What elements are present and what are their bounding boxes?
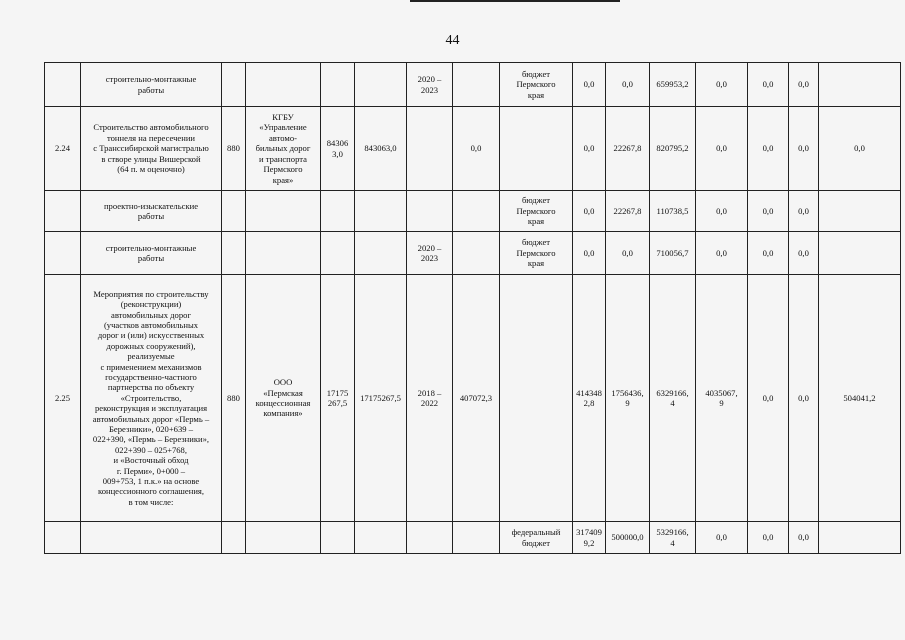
cell-year-4: 0,0 bbox=[696, 63, 748, 107]
cell-year-4: 0,0 bbox=[696, 107, 748, 191]
cell-organization bbox=[246, 232, 321, 275]
cell-organization: ООО «Пермская концессионная компания» bbox=[246, 275, 321, 522]
cell-value-2 bbox=[355, 63, 407, 107]
cell-year-6: 0,0 bbox=[789, 63, 819, 107]
cell-year-7 bbox=[819, 232, 901, 275]
cell-year-6: 0,0 bbox=[789, 522, 819, 554]
cell-funding-source: бюджет Пермского края bbox=[500, 232, 573, 275]
cell-year-3: 659953,2 bbox=[650, 63, 696, 107]
cell-organization: КГБУ «Управление автомо- бильных дорог и транспорта Пермского края» bbox=[246, 107, 321, 191]
cell-year-1: 414348 2,8 bbox=[573, 275, 606, 522]
table-row bbox=[45, 191, 901, 232]
cell-year-1: 0,0 bbox=[573, 232, 606, 275]
cell-year-3: 710056,7 bbox=[650, 232, 696, 275]
cell-year-2: 1756436, 9 bbox=[606, 275, 650, 522]
cell-funding-source bbox=[500, 107, 573, 191]
cell-value-3 bbox=[453, 191, 500, 232]
cell-organization bbox=[246, 522, 321, 554]
cell-code bbox=[222, 232, 246, 275]
cell-number: 2.24 bbox=[45, 107, 81, 191]
cell-value-2 bbox=[355, 232, 407, 275]
cell-funding-source: бюджет Пермского края bbox=[500, 191, 573, 232]
cell-year-1: 0,0 bbox=[573, 63, 606, 107]
cell-year-6: 0,0 bbox=[789, 107, 819, 191]
table-row bbox=[45, 63, 901, 107]
cell-period bbox=[407, 107, 453, 191]
cell-year-7: 504041,2 bbox=[819, 275, 901, 522]
cell-number bbox=[45, 232, 81, 275]
cell-code: 880 bbox=[222, 107, 246, 191]
cell-year-6: 0,0 bbox=[789, 191, 819, 232]
cell-activity-name bbox=[81, 522, 222, 554]
cell-code bbox=[222, 191, 246, 232]
cell-period bbox=[407, 522, 453, 554]
cell-value-1 bbox=[321, 63, 355, 107]
cell-value-2 bbox=[355, 191, 407, 232]
cell-year-3: 5329166, 4 bbox=[650, 522, 696, 554]
cell-year-6: 0,0 bbox=[789, 232, 819, 275]
cell-value-2: 843063,0 bbox=[355, 107, 407, 191]
cell-year-4: 0,0 bbox=[696, 191, 748, 232]
cell-year-4: 0,0 bbox=[696, 522, 748, 554]
table-row bbox=[45, 232, 901, 275]
cell-code bbox=[222, 63, 246, 107]
cell-year-5: 0,0 bbox=[748, 522, 789, 554]
cell-value-2 bbox=[355, 522, 407, 554]
cell-year-7 bbox=[819, 63, 901, 107]
cell-organization bbox=[246, 63, 321, 107]
cell-year-5: 0,0 bbox=[748, 191, 789, 232]
cell-activity-name: проектно-изыскательские работы bbox=[81, 191, 222, 232]
cell-year-4: 4035067, 9 bbox=[696, 275, 748, 522]
cell-year-5: 0,0 bbox=[748, 232, 789, 275]
cell-year-2: 22267,8 bbox=[606, 191, 650, 232]
page-number: 44 bbox=[445, 33, 460, 48]
cell-year-7: 0,0 bbox=[819, 107, 901, 191]
cell-value-1: 84306 3,0 bbox=[321, 107, 355, 191]
cell-period: 2018 – 2022 bbox=[407, 275, 453, 522]
budget-table bbox=[44, 62, 901, 554]
cell-year-7 bbox=[819, 522, 901, 554]
cell-activity-name: Мероприятия по строительству (реконструкции) автомобильных дорог (участков автомобильных дорог и (или) искусственных дорожных сооружений), реализуемые с применением механизмов государственно-частного партнерства по объекту «Строительство, реконструкция и эксплуатация автомобильных дорог «Пермь – Березники», 020+639 – 022+390, «Пермь – Березники», 022+390 – 025+768, и «Восточный обход г. Перми», 0+000 – 009+753, 1 п.к.» на основе концессионного соглашения, в том числе: bbox=[81, 275, 222, 522]
cell-year-5: 0,0 bbox=[748, 63, 789, 107]
cell-activity-name: строительно-монтажные работы bbox=[81, 232, 222, 275]
cell-code bbox=[222, 522, 246, 554]
cell-number bbox=[45, 63, 81, 107]
cell-value-1 bbox=[321, 522, 355, 554]
cell-funding-source bbox=[500, 275, 573, 522]
cell-year-2: 0,0 bbox=[606, 63, 650, 107]
cell-year-3: 820795,2 bbox=[650, 107, 696, 191]
cell-year-2: 0,0 bbox=[606, 232, 650, 275]
cell-year-5: 0,0 bbox=[748, 275, 789, 522]
cell-code: 880 bbox=[222, 275, 246, 522]
table-row bbox=[45, 522, 901, 554]
cell-number: 2.25 bbox=[45, 275, 81, 522]
cell-period: 2020 – 2023 bbox=[407, 232, 453, 275]
cell-funding-source: федеральный бюджет bbox=[500, 522, 573, 554]
cell-year-1: 317409 9,2 bbox=[573, 522, 606, 554]
cell-organization bbox=[246, 191, 321, 232]
cell-period: 2020 – 2023 bbox=[407, 63, 453, 107]
header-rule bbox=[410, 0, 620, 2]
cell-year-6: 0,0 bbox=[789, 275, 819, 522]
cell-value-3 bbox=[453, 63, 500, 107]
cell-value-1 bbox=[321, 191, 355, 232]
cell-period bbox=[407, 191, 453, 232]
cell-year-5: 0,0 bbox=[748, 107, 789, 191]
cell-value-1: 17175 267,5 bbox=[321, 275, 355, 522]
cell-value-1 bbox=[321, 232, 355, 275]
cell-value-2: 17175267,5 bbox=[355, 275, 407, 522]
cell-value-3: 0,0 bbox=[453, 107, 500, 191]
cell-year-2: 22267,8 bbox=[606, 107, 650, 191]
cell-number bbox=[45, 522, 81, 554]
cell-value-3 bbox=[453, 232, 500, 275]
cell-value-3 bbox=[453, 522, 500, 554]
table-row bbox=[45, 275, 901, 522]
cell-year-3: 110738,5 bbox=[650, 191, 696, 232]
cell-year-7 bbox=[819, 191, 901, 232]
cell-year-2: 500000,0 bbox=[606, 522, 650, 554]
cell-activity-name: Строительство автомобильного тоннеля на пересечении с Транссибирской магистралью в створе улицы Вишерской (64 п. м оценочно) bbox=[81, 107, 222, 191]
cell-year-4: 0,0 bbox=[696, 232, 748, 275]
cell-year-1: 0,0 bbox=[573, 191, 606, 232]
cell-number bbox=[45, 191, 81, 232]
cell-year-1: 0,0 bbox=[573, 107, 606, 191]
cell-year-3: 6329166, 4 bbox=[650, 275, 696, 522]
cell-value-3: 407072,3 bbox=[453, 275, 500, 522]
table-row bbox=[45, 107, 901, 191]
cell-funding-source: бюджет Пермского края bbox=[500, 63, 573, 107]
cell-activity-name: строительно-монтажные работы bbox=[81, 63, 222, 107]
